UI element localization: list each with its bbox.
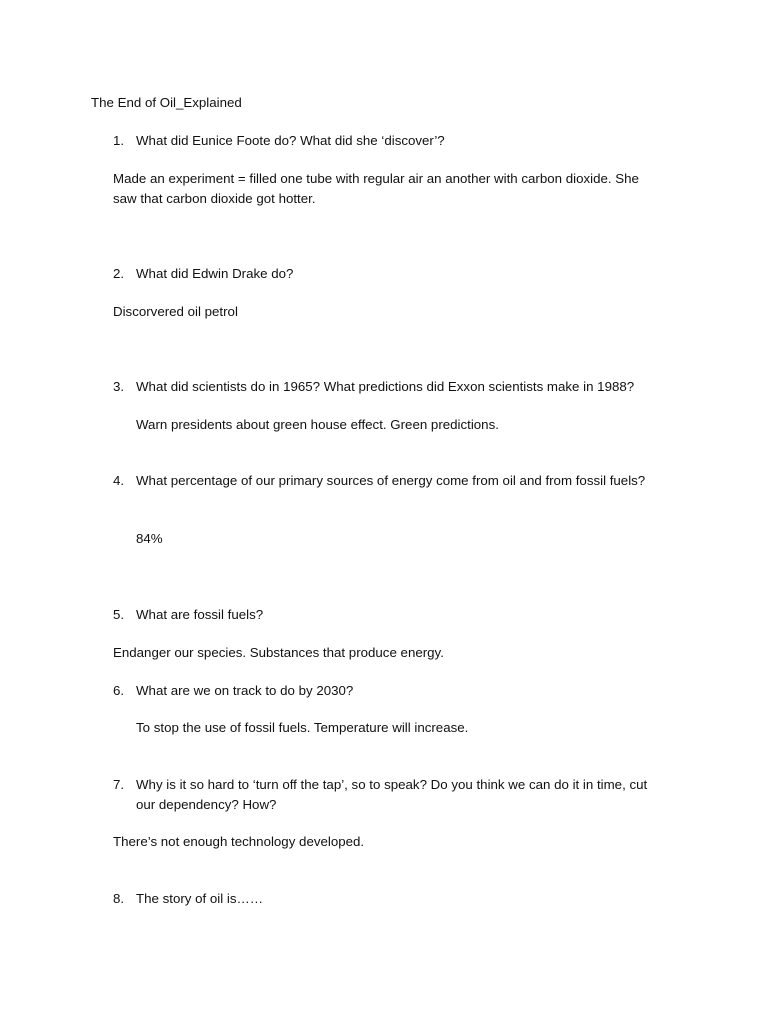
question-number-1: 1. bbox=[113, 133, 125, 148]
answer-7-line-1: There’s not enough technology developed. bbox=[113, 834, 365, 849]
answer-5-line-1: Endanger our species. Substances that produce energy. bbox=[113, 645, 444, 660]
question-text-8: The story of oil is…… bbox=[136, 891, 264, 906]
question-number-2: 2. bbox=[113, 266, 125, 281]
answer-3-line-1: Warn presidents about green house effect. Green predictions. bbox=[136, 417, 499, 432]
document-title: The End of Oil_Explained bbox=[91, 95, 242, 110]
question-number-4: 4. bbox=[113, 473, 125, 488]
question-text-3: What did scientists do in 1965? What predictions did Exxon scientists make in 1988? bbox=[136, 379, 635, 394]
question-number-5: 5. bbox=[113, 607, 125, 622]
question-text-5: What are fossil fuels? bbox=[136, 607, 264, 622]
question-text-7-line-2: our dependency? How? bbox=[136, 797, 277, 812]
question-text-4: What percentage of our primary sources of energy come from oil and from fossil fuels? bbox=[136, 473, 646, 488]
answer-1-line-1: Made an experiment = filled one tube with regular air an another with carbon dioxide. She bbox=[113, 171, 639, 186]
question-number-3: 3. bbox=[113, 379, 125, 394]
answer-1-line-2: saw that carbon dioxide got hotter. bbox=[113, 191, 316, 206]
question-number-8: 8. bbox=[113, 891, 125, 906]
answer-6-line-1: To stop the use of fossil fuels. Temperature will increase. bbox=[136, 720, 469, 735]
question-number-6: 6. bbox=[113, 683, 125, 698]
answer-4-line-1: 84% bbox=[136, 531, 163, 546]
question-text-1: What did Eunice Foote do? What did she ‘discover’? bbox=[136, 133, 445, 148]
question-text-6: What are we on track to do by 2030? bbox=[136, 683, 354, 698]
question-number-7: 7. bbox=[113, 777, 125, 792]
question-text-2: What did Edwin Drake do? bbox=[136, 266, 294, 281]
answer-2-line-1: Discorvered oil petrol bbox=[113, 304, 238, 319]
question-text-7-line-1: Why is it so hard to ‘turn off the tap’, so to speak? Do you think we can do it in time, cut bbox=[136, 777, 648, 792]
